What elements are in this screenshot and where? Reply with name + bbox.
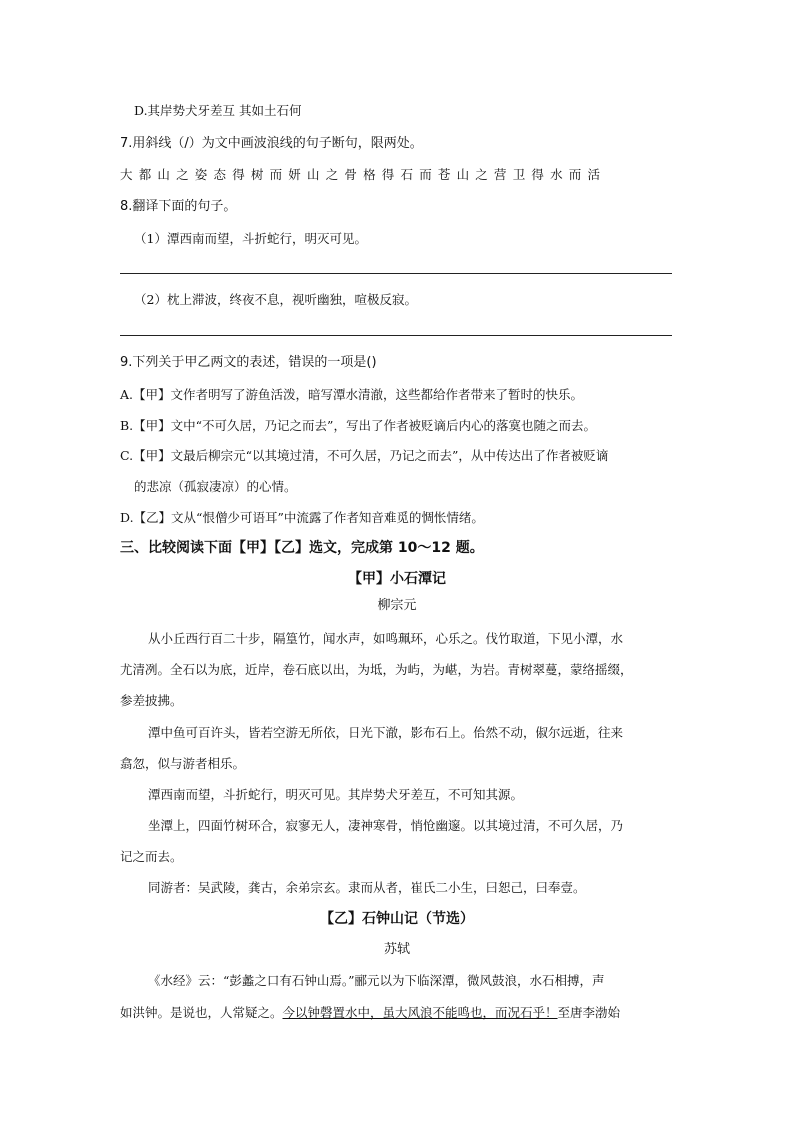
passage-jia-line: 参差披拂。 (120, 693, 183, 708)
q8-item-2: （2）枕上滞波，终夜不息，视听幽独，喧极反寂。 (134, 292, 417, 307)
passage-jia-line: 潭中鱼可百许头，皆若空游无所依，日光下澈，影布石上。佁然不动，俶尔远逝，往来 (148, 725, 624, 740)
answer-line-1[interactable] (120, 273, 672, 274)
passage-jia-title: 【甲】小石潭记 (348, 571, 446, 587)
underlined-sentence: 今以钟磬置水中，虽大风浪不能鸣也，而况石乎！ (282, 1005, 558, 1020)
answer-line-2[interactable] (120, 335, 672, 336)
q9-option-c-cont: 的悲凉（孤寂凄凉）的心情。 (134, 479, 297, 494)
passage-jia-line: 记之而去。 (120, 849, 183, 864)
passage-yi-line: 《水经》云：“彭蠡之口有石钟山焉。”郦元以为下临深潭，微风鼓浪，水石相搏，声 (148, 973, 605, 988)
q9-option-c: C.【甲】文最后柳宗元“以其境过清，不可久居，乃记之而去”，从中传达出了作者被贬谪 (120, 448, 609, 463)
passage-yi-title: 【乙】石钟山记（节选） (320, 911, 474, 927)
passage-yi-text: 至唐李渤始 (557, 1005, 621, 1020)
passage-yi-text: 如洪钟。是说也，人常疑之。 (120, 1005, 283, 1020)
passage-jia-line: 从小丘西行百二十步，隔篁竹，闻水声，如鸣珮环，心乐之。伐竹取道，下见小潭，水 (148, 631, 624, 646)
passage-jia-line: 坐潭上，四面竹树环合，寂寥无人，凄神寒骨，悄怆幽邃。以其境过清，不可久居，乃 (148, 818, 624, 833)
passage-jia-line: 潭西南而望，斗折蛇行，明灭可见。其岸势犬牙差互，不可知其源。 (148, 787, 524, 802)
q7-prompt: 7.用斜线（/）为文中画波浪线的句子断句，限两处。 (120, 136, 423, 151)
section-heading: 三、比较阅读下面【甲】【乙】选文，完成第 10～12 题。 (120, 540, 484, 556)
passage-jia-line: 同游者：吴武陵，龚古，余弟宗玄。隶而从者，崔氏二小生，曰恕己，曰奉壹。 (148, 880, 586, 895)
q9-option-b: B.【甲】文中“不可久居，乃记之而去”，写出了作者被贬谪后内心的落寞也随之而去。 (120, 418, 596, 433)
q6-option-d: D.其岸势犬牙差互 其如土石何 (134, 103, 302, 118)
q8-item-1: （1）潭西南而望，斗折蛇行，明灭可见。 (134, 231, 367, 246)
q9-prompt: 9.下列关于甲乙两文的表述，错误的一项是() (120, 355, 377, 370)
passage-yi-line (120, 1005, 620, 1021)
q7-sentence: 大都山之姿态得树而妍山之骨格得石而苍山之营卫得水而活 (120, 167, 607, 182)
passage-jia-line: 尤清冽。全石以为底，近岸，卷石底以出，为坻，为屿，为嵁，为岩。青树翠蔓，蒙络摇缀， (120, 662, 633, 677)
passage-jia-author: 柳宗元 (377, 598, 417, 613)
q9-option-d: D.【乙】文从“恨僧少可语耳”中流露了作者知音难觅的惆怅情绪。 (120, 510, 484, 525)
q8-prompt: 8.翻译下面的句子。 (120, 199, 237, 214)
q9-option-a: A.【甲】文作者明写了游鱼活泼，暗写潭水清澈，这些都给作者带来了暂时的快乐。 (120, 387, 584, 402)
passage-yi-author: 苏轼 (383, 942, 410, 957)
passage-jia-line: 翕忽，似与游者相乐。 (120, 756, 246, 771)
